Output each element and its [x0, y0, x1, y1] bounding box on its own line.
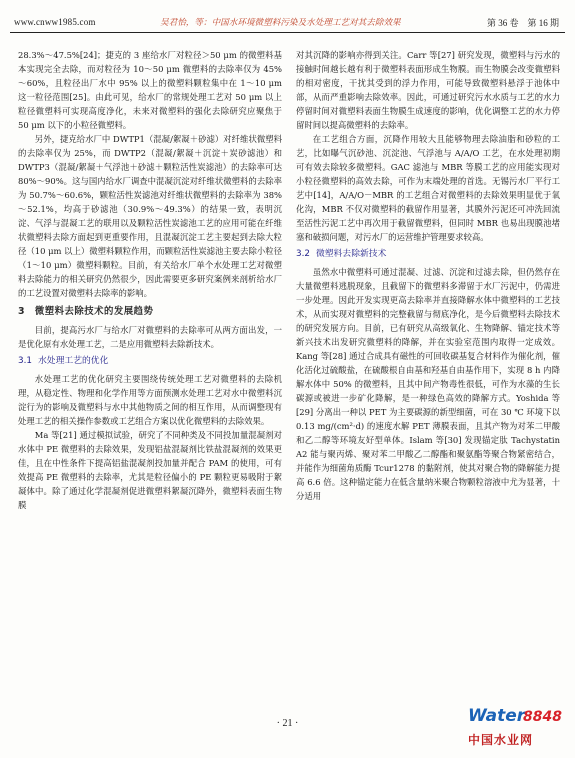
paragraph: 目前，提高污水厂与给水厂对微塑料的去除率可从两方面出发，一是优化原有水处理工艺，二是应用微塑料去除新技术。 — [18, 325, 282, 349]
paragraph: 对其沉降的影响亦得到关注。Carr 等[27] 研究发现，微塑料与污水的接触时间越长越有利于微塑料表面形成生物膜。而生物膜会改变微塑料的相对密度，干扰其受到的浮力作用，可能导致微塑料悬浮于池体中部，从而严重影响去除效率。因此，可通过研究污水水质与工艺的水力停留时间对微塑料表面生物膜生成速度的影响，优化调整工艺的水力停留时间以提高微塑料的去除率。 — [296, 50, 560, 130]
subsection-number: 3.2 — [296, 249, 310, 259]
logo-text-number: 8848 — [523, 709, 562, 725]
subsection-number: 3.1 — [18, 356, 32, 366]
volume-issue: 第 36 卷 第 16 期 — [486, 18, 559, 28]
subsection-title: 水处理工艺的优化 — [38, 356, 109, 366]
paragraph: 虽然水中微塑料可通过混凝、过滤、沉淀和过滤去除，但仍然存在大量微塑料逃脱现象，且截留下的微塑料多滞留于水厂污泥中，仍需进一步处理。因此开发实现更高去除率并直接降解水体中微塑料的工艺技术，从而实现对微塑料的完整截留与彻底净化，是今后微塑料去除技术的研究发展方向。目前，已有研究从高级氧化、生物降解、锚定技术等新兴技术出发研究微塑料的降解，并在实验室范围内取得一定成效。Kang 等[28] 通过合成具有磁性的可回收碳基复合材料作为催化剂，催化活化过硫酸盐，在硫酸根自由基和羟基自由基作用下，实现 8 h 内降解水体中 50% 的微塑料，且其中间产物毒性很低，可作为水藻的生长碳源或被进一步矿化降解，是一种绿色高效的降解方式。Yoshida 等[29] 分离出一种以 PET 为主要碳源的新型细菌，可在 30 ℃ 环境下以 0.13 mg/(cm²·d) 的速度水解 PET 薄膜表面，且其产物为对苯二甲酸和乙二醇等环境友好型单体。Islam 等[30] 发现锚定肽 Tachystatin A2 能与聚丙烯、聚对苯二甲酸乙二醇酯和聚氨酯等聚合物紧密结合，并能作为细菌角质酶 Tcur1278 的黏附剂，使其对聚合物的降解能力提高 6.6 倍。这种锚定能力在低含量纳米聚合物颗粒溶液中尤为显著，十分适用 — [296, 267, 560, 501]
subsection-title: 微塑料去除新技术 — [316, 249, 387, 259]
watermark-logo — [468, 706, 570, 754]
page-number: · 21 · — [276, 718, 299, 729]
paragraph: Ma 等[21] 通过模拟试验，研究了不同种类及不同投加量混凝剂对水体中 PE 微塑料的去除效果，发现铝盐混凝剂比铁盐混凝剂的效果更佳，且在中性条件下提高铝盐混凝剂投加量并配合 PAM 的使用，可有效提高 PE 微塑料的去除率，尤其是粒径偏小的 PE 颗粒更易吸附于絮凝体中。除了通过化学混凝剂促进微塑料絮凝沉降外，微塑料表面生物膜 — [18, 430, 282, 510]
right-column — [296, 48, 560, 503]
subsection-heading — [18, 354, 282, 369]
logo-text-name: 中国水业网 — [468, 733, 534, 747]
journal-site: www.cnww1985.com — [14, 17, 96, 27]
left-column — [18, 48, 282, 512]
paragraph: 28.3%～47.5%[24]；捷克的 3 座给水厂对粒径＞50 μm 的微塑料基本实现完全去除，而对粒径为 10～50 μm 微塑料的去除率仅为 45%～60%，且粒径出厂水中 95% 以上的微塑料颗粒集中在 1～10 μm 这一粒径范围[25]。由此可见，给水厂的常规处理工艺对 50 μm 以上粒径微塑料可实现高度净化，未来对微塑料的强化去除研究应聚焦于 50 μm 以下的小粒径微塑料。 — [18, 50, 282, 130]
logo-text-water: Water — [468, 706, 526, 726]
paragraph: 另外，捷克给水厂中 DWTP1（混凝/絮凝＋砂滤）对纤维状微塑料的去除率仅为 25%，而 DWTP2（混凝/絮凝＋沉淀＋炭砂滤池）和 DWTP3（混凝/絮凝＋气浮池＋砂滤＋颗粒活性炭滤池）的去除率可达 80%～90%。这与国内给水厂调查中混凝沉淀对纤维状微塑料的去除率为 50.7%～60.6%，颗粒活性炭滤池对纤维状微塑料的去除率为 38%～52.1%，均高于砂滤池（30.9%～49.3%）的结果一致，表明沉淀、气浮与混凝工艺的联用以及颗粒活性炭滤池工艺的应用可能在纤维状微塑料去除方面起到更重要作用，且混凝沉淀工艺主要起到去除大粒径（10 μm 以上）微塑料颗粒作用，而颗粒活性炭滤池主要去除小粒径（1～10 μm）微塑料颗粒。目前，有关给水厂单个水处理工艺对微塑料去除能力的相关研究仍然很少，因此需要更多研究案例来剖析给水厂的工艺设置对微塑料去除率的影响。 — [18, 134, 282, 298]
paragraph: 水处理工艺的优化研究主要围绕传统处理工艺对微塑料的去除机理，从稳定性、物理和化学作用等方面预测水处理工艺对水中微塑料沉淀行为的影响及微塑料与水中其他物质之间的相互作用，从而调整现有处理工艺的相关操作参数或工艺组合方案以优化微塑料的去除效果。 — [18, 374, 282, 426]
section-heading: 3 微塑料去除技术的发展趋势 — [18, 306, 154, 317]
page-header — [10, 10, 565, 33]
paragraph: 在工艺组合方面，沉降作用较大且能够物理去除油脂和砂粒的工艺，比如曝气沉砂池、沉淀池、气浮池与 A/A/O 工艺，在水处理初期可有效去除较多微塑料。GAC 滤池与 MBR 等膜工艺的应用能实现对小粒径微塑料的高效去除，可作为末端处理的首选。无锡污水厂平行工艺中[14]，A/A/O－MBR 的工艺组合对微塑料的去除效果明显优于氧化沟，MBR 不仅对微塑料的截留作用显著，其膜外污泥还可冲洗回流至活性污泥工艺中再次用于截留微塑料，但同时 MBR 也易出现膜池堵塞和破损问题，对污水厂的运营维护管理要求较高。 — [296, 134, 560, 242]
running-title: 吴君怡，等：中国水环境微塑料污染及水处理工艺对其去除效果 — [160, 17, 401, 27]
subsection-heading — [296, 247, 560, 262]
